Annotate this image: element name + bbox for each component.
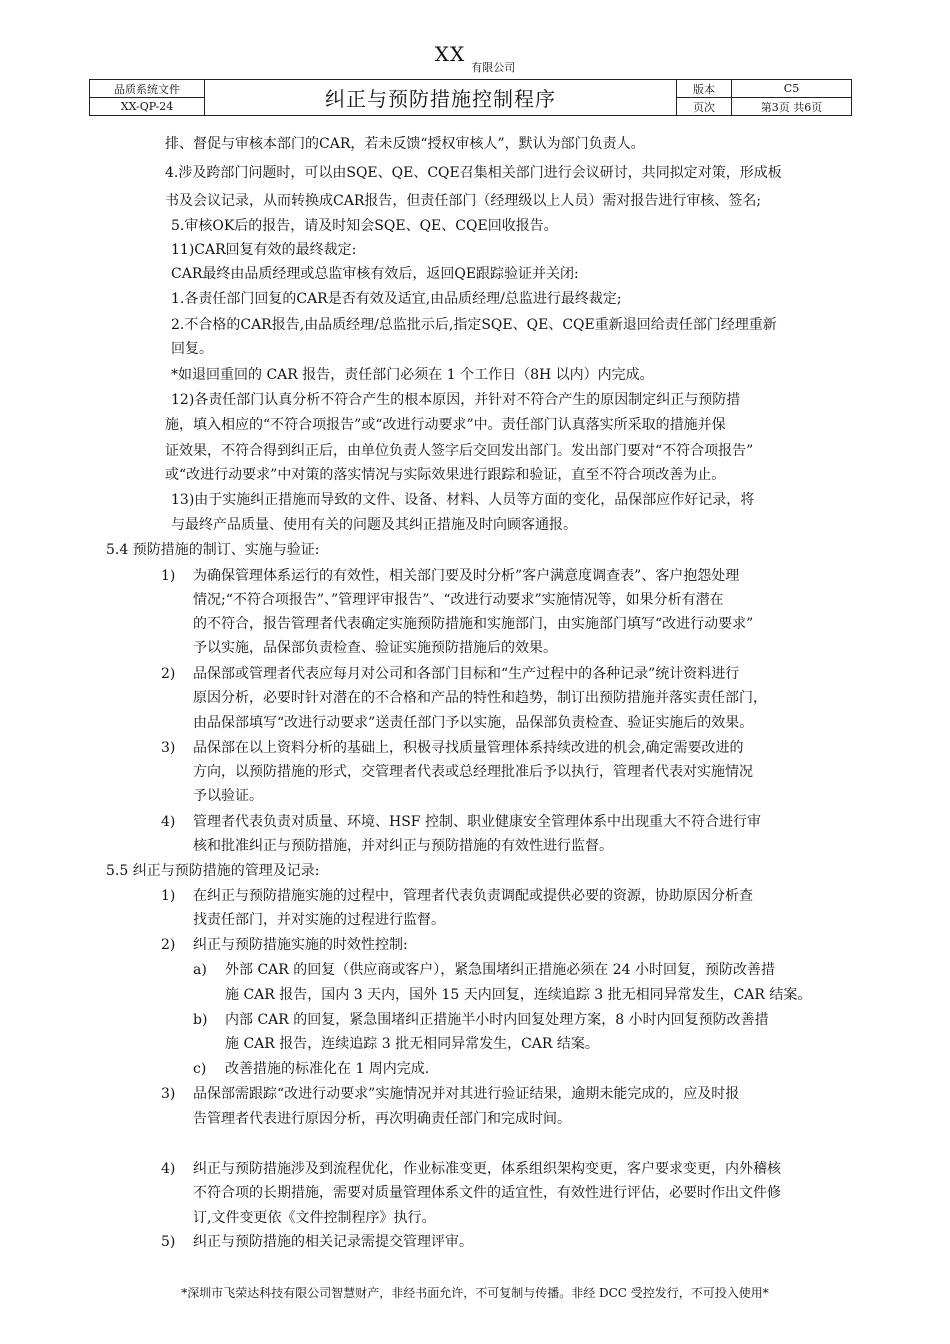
list-number: 1) (161, 568, 176, 584)
text-line: *如退回重回的 CAR 报告，责任部门必须在 1 个工作日（8H 以内）内完成。 (171, 367, 654, 383)
text-line: CAR最终由品质经理或总监审核有效后，返回QE跟踪验证并关闭: (171, 266, 579, 282)
list-letter: c) (193, 1061, 207, 1077)
text-line: 品保部在以上资料分析的基础上，积极寻找质量管理体系持续改进的机会,确定需要改进的 (193, 740, 744, 756)
page-value: 第3页 共6页 (732, 98, 852, 116)
text-line: 订,文件变更依《文件控制程序》执行。 (193, 1210, 436, 1226)
text-line: 情况;“不符合项报告”、”管理评审报告”、“改进行动要求”实施情况等，如果分析有潜在 (193, 592, 724, 608)
text-line: 或“改进行动要求”中对策的落实情况与实际效果进行跟踪和验证，直至不符合项改善为止。 (165, 467, 726, 483)
text-line: 予以验证。 (193, 788, 263, 804)
text-line: 外部 CAR 的回复（供应商或客户），紧急围堵纠正措施必须在 24 小时回复，预防改善措 (225, 962, 775, 978)
text-line: 排、督促与审核本部门的CAR，若未反馈“授权审核人”，默认为部门负责人。 (165, 136, 645, 152)
list-number: 4) (161, 814, 176, 830)
doc-type: 品质系统文件 (90, 80, 205, 98)
text-line: 原因分析，必要时针对潜在的不合格和产品的特性和趋势，制订出预防措施并落实责任部门， (193, 690, 767, 706)
list-letter: a) (193, 962, 207, 978)
text-line: 证效果，不符合得到纠正后，由单位负责人签字后交回发出部门。发出部门要对“不符合项报告” (165, 443, 754, 459)
company-main: XX (434, 42, 466, 66)
text-line: 品保部或管理者代表应每月对公司和各部门目标和“生产过程中的各种记录”统计资料进行 (193, 666, 740, 682)
text-line: 方向，以预防措施的形式，交管理者代表或总经理批准后予以执行，管理者代表对实施情况 (193, 764, 753, 780)
text-line: 12)各责任部门认真分析不符合产生的根本原因，并针对不符合产生的原因制定纠正与预防措 (171, 392, 741, 408)
version-label: 版本 (677, 80, 732, 98)
list-number: 2) (161, 666, 176, 682)
doc-number: XX-QP-24 (90, 98, 205, 116)
text-line: 告管理者代表进行原因分析，再次明确责任部门和完成时间。 (193, 1111, 571, 1127)
list-number: 4) (161, 1161, 176, 1177)
text-line: 核和批准纠正与预防措施，并对纠正与预防措施的有效性进行监督。 (193, 838, 613, 854)
text-line: 为确保管理体系运行的有效性，相关部门要及时分析”客户满意度调查表”、客户抱怨处理 (193, 568, 740, 584)
section-heading: 5.4 预防措施的制订、实施与验证: (106, 542, 320, 558)
page-label: 页次 (677, 98, 732, 116)
list-number: 3) (161, 740, 176, 756)
text-line: 纠正与预防措施实施的时效性控制: (193, 937, 408, 953)
text-line: 与最终产品质量、使用有关的问题及其纠正措施及时向顾客通报。 (171, 517, 577, 533)
text-line: 纠正与预防措施的相关记录需提交管理评审。 (193, 1234, 473, 1250)
section-heading: 5.5 纠正与预防措施的管理及记录: (106, 863, 320, 879)
text-line: 回复。 (171, 341, 213, 357)
text-line: 5.审核OK后的报告，请及时知会SQE、QE、CQE回收报告。 (171, 218, 558, 234)
list-number: 1) (161, 888, 176, 904)
text-line: 在纠正与预防措施实施的过程中，管理者代表负责调配或提供必要的资源，协助原因分析查 (193, 888, 753, 904)
version-value: C5 (732, 80, 852, 98)
list-letter: b) (193, 1012, 208, 1028)
text-line: 内部 CAR 的回复，紧急围堵纠正措施半小时内回复处理方案，8 小时内回复预防改善措 (225, 1012, 769, 1028)
text-line: 施，填入相应的“不符合项报告”或“改进行动要求”中。责任部门认真落实所采取的措施并保 (165, 417, 726, 433)
text-line: 施 CAR 报告，国内 3 天内，国外 15 天内回复，连续追踪 3 批无相同异常发生，CAR 结案。 (225, 987, 812, 1003)
text-line: 管理者代表负责对质量、环境、HSF 控制、职业健康安全管理体系中出现重大不符合进行审 (193, 814, 761, 830)
text-line: 予以实施，品保部负责检查、验证实施预防措施后的效果。 (193, 640, 557, 656)
text-line: 2.不合格的CAR报告,由品质经理/总监批示后,指定SQE、QE、CQE重新退回给责任部门经理重新 (171, 317, 777, 333)
text-line: 1.各责任部门回复的CAR是否有效及适宜,由品质经理/总监进行最终裁定; (171, 291, 622, 307)
text-line: 改善措施的标准化在 1 周内完成. (225, 1061, 430, 1077)
list-number: 3) (161, 1086, 176, 1102)
text-line: 施 CAR 报告，连续追踪 3 批无相同异常发生，CAR 结案。 (225, 1036, 599, 1052)
text-line: 品保部需跟踪“改进行动要求”实施情况并对其进行验证结果，逾期未能完成的，应及时报 (193, 1086, 740, 1102)
text-line: 13)由于实施纠正措施而导致的文件、设备、材料、人员等方面的变化，品保部应作好记录，将 (171, 492, 755, 508)
footer-notice: *深圳市飞荣达科技有限公司智慧财产，非经书面允许，不可复制与传播。非经 DCC 受控发行，不可投入使用* (181, 1286, 769, 1300)
company-name (0, 42, 950, 74)
list-number: 5) (161, 1234, 176, 1250)
document-header-table (89, 79, 852, 116)
page-title: 纠正与预防措施控制程序 (205, 80, 677, 116)
text-line: 由品保部填写“改进行动要求”送责任部门予以实施，品保部负责检查、验证实施后的效果。 (193, 715, 754, 731)
text-line: 的不符合，报告管理者代表确定实施预防措施和实施部门，由实施部门填写“改进行动要求” (193, 616, 754, 632)
text-line: 不符合项的长期措施，需要对质量管理体系文件的适宜性，有效性进行评估，必要时作出文件修 (193, 1185, 781, 1201)
text-line: 书及会议记录，从而转换成CAR报告，但责任部门（经理级以上人员）需对报告进行审核、签名; (165, 193, 762, 209)
list-number: 2) (161, 937, 176, 953)
company-sub: 有限公司 (471, 61, 516, 74)
text-line: 11)CAR回复有效的最终裁定: (171, 242, 357, 258)
text-line: 4.涉及跨部门问题时，可以由SQE、QE、CQE召集相关部门进行会议研讨，共同拟定对策，形成板 (165, 165, 782, 181)
text-line: 找责任部门，并对实施的过程进行监督。 (193, 912, 445, 928)
text-line: 纠正与预防措施涉及到流程优化，作业标准变更，体系组织架构变更，客户要求变更，内外稽核 (193, 1161, 781, 1177)
